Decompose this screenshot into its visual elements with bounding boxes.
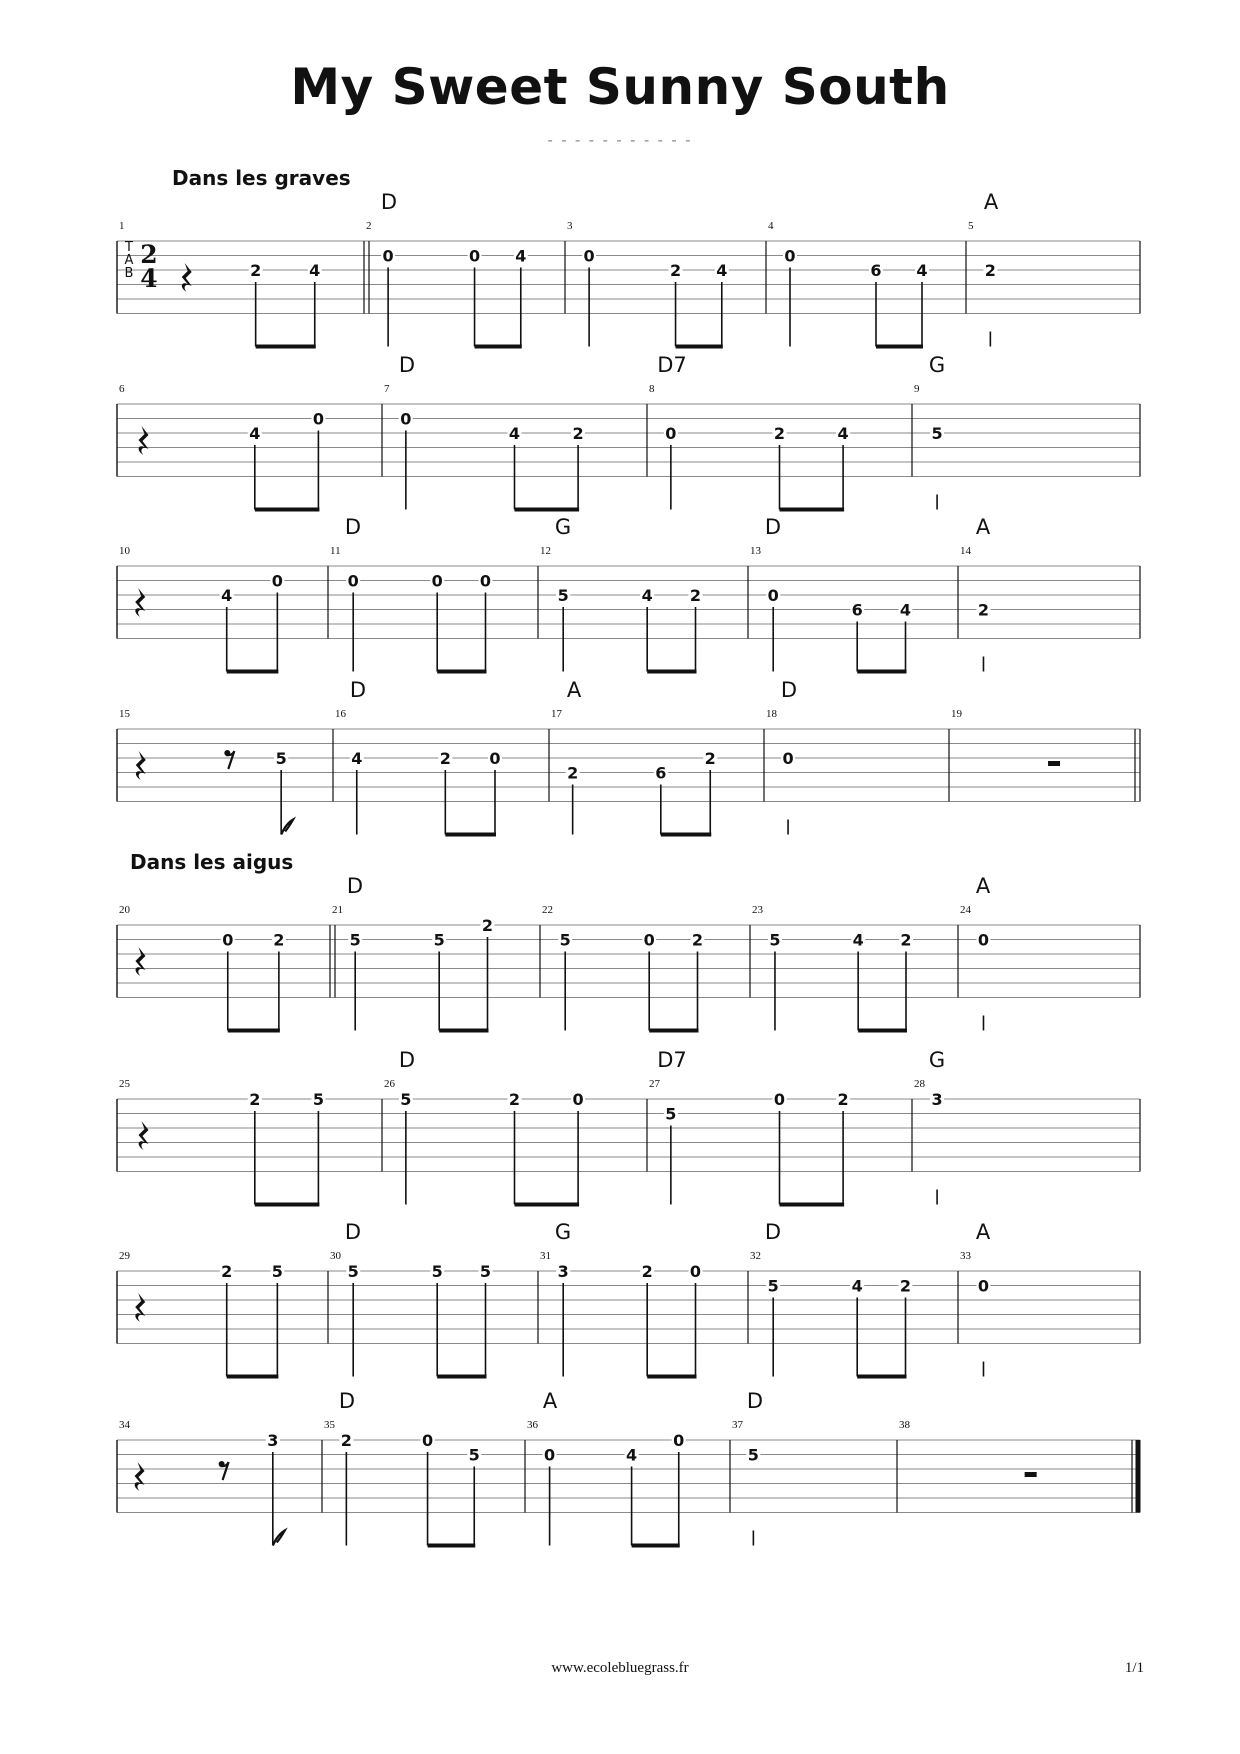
measure-number: 17 bbox=[551, 708, 562, 720]
measure-number: 22 bbox=[542, 904, 553, 916]
chord-symbol: A bbox=[975, 874, 991, 898]
fret-number: 6 bbox=[655, 763, 667, 783]
eighth-beam bbox=[780, 1203, 845, 1207]
measure-number: 4 bbox=[768, 220, 774, 232]
measure-number: 20 bbox=[119, 904, 130, 916]
page-number: 1/1 bbox=[1124, 1660, 1144, 1676]
measure-number: 33 bbox=[960, 1250, 971, 1262]
eighth-beam bbox=[647, 1375, 696, 1379]
fret-number: 0 bbox=[773, 1090, 786, 1109]
fret-number: 2 bbox=[984, 261, 996, 280]
fret-number: 2 bbox=[691, 930, 704, 950]
chord-symbol: D bbox=[398, 353, 416, 377]
measure-number: 5 bbox=[968, 220, 974, 232]
measure-number: 21 bbox=[332, 904, 343, 916]
measure-number: 30 bbox=[330, 1250, 341, 1262]
measure-number: 3 bbox=[567, 220, 573, 232]
fret-number: 4 bbox=[852, 930, 864, 950]
fret-number: 2 bbox=[837, 1090, 849, 1109]
fret-number: 2 bbox=[641, 1262, 653, 1281]
quarter-rest bbox=[182, 263, 192, 292]
measure-number: 34 bbox=[119, 1419, 130, 1431]
fret-number: 2 bbox=[221, 1262, 233, 1281]
fret-number: 4 bbox=[351, 749, 363, 768]
fret-number: 2 bbox=[508, 1090, 521, 1109]
fret-number: 0 bbox=[784, 246, 796, 266]
tab-clef-letter: A bbox=[124, 253, 134, 268]
fret-number: 5 bbox=[747, 1445, 759, 1465]
fret-number: 2 bbox=[567, 763, 579, 783]
fret-number: 4 bbox=[851, 1276, 863, 1296]
fret-number: 4 bbox=[221, 586, 233, 605]
fret-number: 0 bbox=[479, 571, 492, 591]
half-rest bbox=[1025, 1472, 1037, 1477]
fret-number: 5 bbox=[931, 424, 943, 443]
chord-symbol: D bbox=[746, 1389, 764, 1413]
eighth-beam bbox=[445, 833, 496, 837]
measure-number: 35 bbox=[324, 1419, 335, 1431]
chord-symbol: D bbox=[344, 515, 362, 539]
fret-number: 4 bbox=[916, 261, 928, 280]
fret-number: 3 bbox=[557, 1262, 569, 1281]
measure-number: 1 bbox=[119, 220, 125, 232]
eighth-beam bbox=[780, 508, 845, 512]
measure-number: 7 bbox=[384, 383, 390, 395]
chord-symbol: D7 bbox=[657, 1048, 687, 1072]
fret-number: 2 bbox=[899, 1276, 912, 1296]
quarter-rest bbox=[139, 1121, 149, 1150]
chord-symbol: D bbox=[344, 1220, 362, 1244]
fret-number: 2 bbox=[900, 930, 912, 950]
eighth-beam bbox=[428, 1544, 476, 1548]
chord-symbol: D bbox=[338, 1389, 356, 1413]
quarter-rest bbox=[135, 588, 145, 617]
quarter-rest bbox=[135, 1293, 145, 1322]
measure-number: 19 bbox=[951, 708, 962, 720]
fret-number: 2 bbox=[669, 261, 682, 280]
fret-number: 0 bbox=[421, 1431, 434, 1450]
fret-number: 6 bbox=[870, 261, 882, 280]
fret-number: 0 bbox=[767, 586, 779, 605]
fret-number: 0 bbox=[382, 246, 394, 266]
fret-number: 4 bbox=[508, 424, 521, 443]
chord-symbol: G bbox=[554, 1220, 572, 1244]
measure-number: 8 bbox=[649, 383, 655, 395]
fret-number: 5 bbox=[557, 586, 569, 605]
fret-number: 0 bbox=[222, 930, 234, 950]
fret-number: 5 bbox=[347, 1262, 359, 1281]
fret-number: 4 bbox=[515, 246, 527, 266]
fret-number: 0 bbox=[431, 571, 443, 591]
fret-number: 5 bbox=[312, 1090, 324, 1109]
fret-number: 5 bbox=[767, 1276, 779, 1296]
chord-symbol: D bbox=[780, 678, 798, 702]
fret-number: 4 bbox=[837, 424, 849, 443]
fret-number: 0 bbox=[312, 409, 324, 429]
eighth-beam bbox=[647, 670, 696, 674]
fret-number: 5 bbox=[479, 1262, 492, 1281]
fret-number: 5 bbox=[271, 1262, 283, 1281]
fret-number: 2 bbox=[439, 749, 451, 768]
section-label-aigus: Dans les aigus bbox=[130, 850, 294, 874]
quarter-rest bbox=[135, 947, 145, 976]
quarter-rest bbox=[136, 751, 146, 780]
measure-number: 24 bbox=[960, 904, 971, 916]
measure-number: 15 bbox=[119, 708, 130, 720]
eighth-beam bbox=[255, 1203, 320, 1207]
fret-number: 2 bbox=[689, 586, 702, 605]
tab-clef-letter: T bbox=[125, 240, 133, 255]
fret-number: 0 bbox=[489, 749, 501, 768]
eighth-beam bbox=[632, 1544, 680, 1548]
section-label-graves: Dans les graves bbox=[172, 166, 351, 190]
measure-number: 13 bbox=[750, 545, 761, 557]
fret-number: 5 bbox=[665, 1104, 677, 1124]
chord-symbol: G bbox=[928, 1048, 946, 1072]
measure-number: 23 bbox=[752, 904, 763, 916]
eighth-beam bbox=[515, 508, 580, 512]
fret-number: 5 bbox=[431, 1262, 443, 1281]
fret-number: 0 bbox=[643, 930, 655, 950]
eighth-beam bbox=[228, 1029, 280, 1033]
fret-number: 5 bbox=[468, 1445, 480, 1465]
measure-number: 18 bbox=[766, 708, 777, 720]
eighth-beam bbox=[676, 345, 723, 349]
fret-number: 0 bbox=[782, 749, 794, 768]
measure-number: 37 bbox=[732, 1419, 743, 1431]
quarter-rest bbox=[135, 1462, 145, 1491]
fret-number: 0 bbox=[977, 1276, 990, 1296]
half-rest bbox=[1048, 761, 1060, 766]
eighth-beam bbox=[876, 345, 923, 349]
measure-number: 29 bbox=[119, 1250, 130, 1262]
fret-number: 0 bbox=[271, 571, 283, 591]
eighth-beam bbox=[857, 1375, 906, 1379]
measure-number: 2 bbox=[366, 220, 372, 232]
eighth-beam bbox=[439, 1029, 488, 1033]
fret-number: 2 bbox=[249, 1090, 261, 1109]
fret-number: 2 bbox=[977, 600, 990, 620]
measure-number: 12 bbox=[540, 545, 551, 557]
eighth-beam bbox=[649, 1029, 698, 1033]
fret-number: 0 bbox=[665, 424, 677, 443]
measure-number: 10 bbox=[119, 545, 130, 557]
eighth-beam bbox=[661, 833, 711, 837]
eighth-beam bbox=[227, 670, 279, 674]
fret-number: 4 bbox=[899, 600, 912, 620]
fret-number: 0 bbox=[583, 246, 595, 266]
fret-number: 4 bbox=[716, 261, 728, 280]
measure-number: 11 bbox=[330, 545, 341, 557]
fret-number: 4 bbox=[626, 1445, 638, 1465]
chord-symbol: G bbox=[928, 353, 946, 377]
fret-number: 0 bbox=[400, 409, 412, 429]
chord-symbol: D bbox=[346, 874, 364, 898]
fret-number: 4 bbox=[309, 261, 321, 280]
measure-number: 6 bbox=[119, 383, 125, 395]
chord-symbol: D bbox=[398, 1048, 416, 1072]
measure-number: 9 bbox=[914, 383, 920, 395]
eighth-beam bbox=[437, 670, 486, 674]
fret-number: 0 bbox=[572, 1090, 584, 1109]
chord-symbol: D bbox=[764, 1220, 782, 1244]
measure-number: 36 bbox=[527, 1419, 538, 1431]
fret-number: 5 bbox=[400, 1090, 412, 1109]
measure-number: 14 bbox=[960, 545, 971, 557]
chord-symbol: D bbox=[380, 190, 398, 214]
fret-number: 5 bbox=[769, 930, 781, 950]
measure-number: 25 bbox=[119, 1078, 130, 1090]
fret-number: 2 bbox=[481, 916, 494, 935]
fret-number: 2 bbox=[250, 261, 262, 280]
measure-number: 28 bbox=[914, 1078, 925, 1090]
eighth-beam bbox=[515, 1203, 580, 1207]
fret-number: 3 bbox=[267, 1431, 279, 1450]
fret-number: 0 bbox=[468, 246, 481, 266]
eighth-beam bbox=[857, 670, 906, 674]
chord-symbol: D bbox=[349, 678, 367, 702]
page-title: My Sweet Sunny South bbox=[290, 58, 950, 116]
fret-number: 0 bbox=[689, 1262, 702, 1281]
measure-number: 26 bbox=[384, 1078, 395, 1090]
measure-number: 31 bbox=[540, 1250, 551, 1262]
eighth-beam bbox=[437, 1375, 486, 1379]
fret-number: 5 bbox=[349, 930, 361, 950]
time-signature-bottom: 4 bbox=[140, 264, 158, 293]
eighth-beam bbox=[227, 1375, 279, 1379]
fret-number: 5 bbox=[275, 749, 287, 768]
fret-number: 0 bbox=[977, 930, 990, 950]
eighth-flag bbox=[281, 820, 293, 835]
fret-number: 3 bbox=[931, 1090, 943, 1109]
fret-number: 2 bbox=[572, 424, 584, 443]
measure-number: 32 bbox=[750, 1250, 761, 1262]
fret-number: 0 bbox=[673, 1431, 685, 1450]
measure-number: 16 bbox=[335, 708, 346, 720]
fret-number: 2 bbox=[340, 1431, 352, 1450]
tab-clef-letter: B bbox=[124, 266, 134, 281]
subtitle-divider: - - - - - - - - - - - bbox=[547, 132, 693, 149]
measure-number: 27 bbox=[649, 1078, 660, 1090]
fret-number: 2 bbox=[273, 930, 285, 950]
fret-number: 5 bbox=[433, 930, 445, 950]
fret-number: 2 bbox=[704, 749, 716, 768]
eighth-beam bbox=[255, 508, 320, 512]
quarter-rest bbox=[139, 426, 149, 455]
fret-number: 4 bbox=[641, 586, 653, 605]
fret-number: 0 bbox=[544, 1445, 556, 1465]
eighth-beam bbox=[858, 1029, 907, 1033]
chord-symbol: D bbox=[764, 515, 782, 539]
eighth-flag bbox=[273, 1531, 285, 1546]
fret-number: 0 bbox=[347, 571, 359, 591]
eighth-beam bbox=[475, 345, 522, 349]
fret-number: 4 bbox=[249, 424, 261, 443]
fret-number: 6 bbox=[851, 600, 863, 620]
measure-number: 38 bbox=[899, 1419, 910, 1431]
footer-url: www.ecolebluegrass.fr bbox=[551, 1660, 689, 1676]
eighth-beam bbox=[256, 345, 316, 349]
chord-symbol: D7 bbox=[657, 353, 687, 377]
chord-symbol: A bbox=[975, 1220, 991, 1244]
fret-number: 5 bbox=[559, 930, 571, 950]
chord-symbol: A bbox=[566, 678, 582, 702]
chord-symbol: A bbox=[983, 190, 999, 214]
chord-symbol: G bbox=[554, 515, 572, 539]
chord-symbol: A bbox=[542, 1389, 558, 1413]
chord-symbol: A bbox=[975, 515, 991, 539]
fret-number: 2 bbox=[773, 424, 786, 443]
time-signature-top: 2 bbox=[140, 240, 158, 269]
